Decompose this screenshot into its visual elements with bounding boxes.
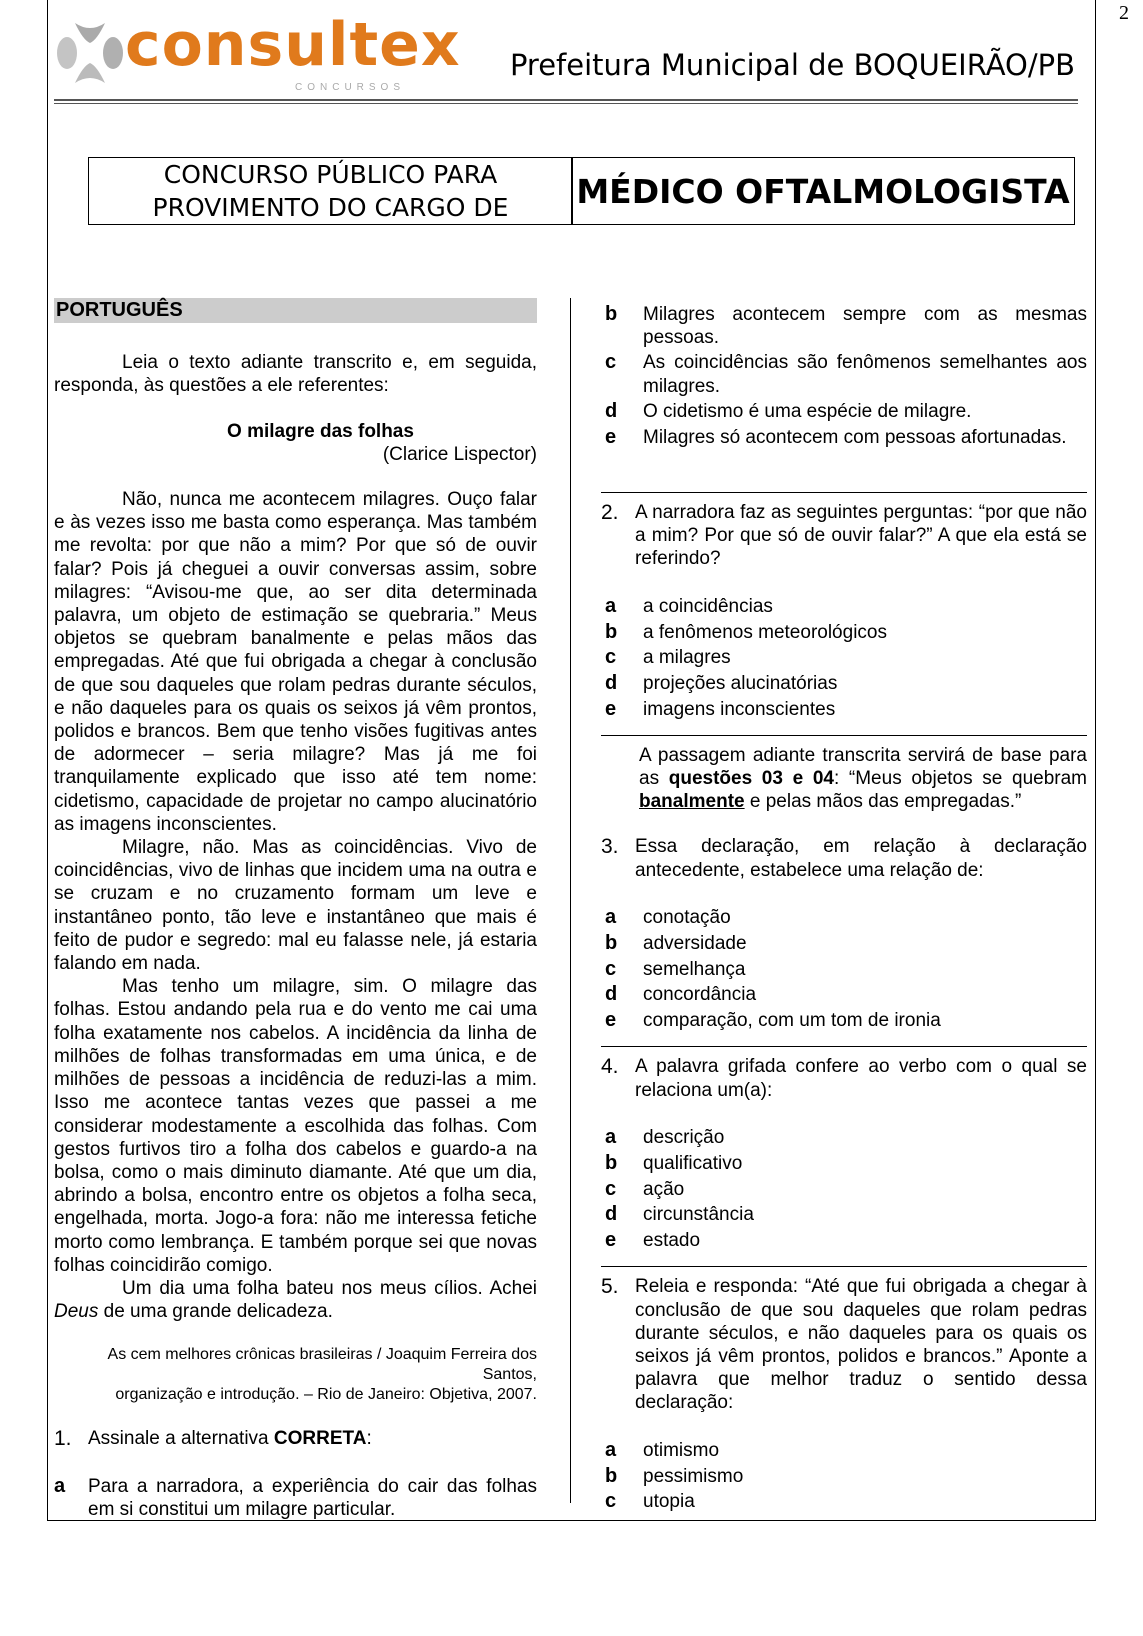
option-3b[interactable]: b adversidade bbox=[605, 932, 747, 955]
option-2b[interactable]: b a fenômenos meteorológicos bbox=[605, 620, 887, 643]
option-1e[interactable]: e Milagres só acontecem com pessoas afortunadas. bbox=[605, 426, 1067, 449]
option-1a[interactable]: a Para a narradora, a experiência do cair das folhas em si constitui um milagre particular. bbox=[54, 1475, 537, 1521]
section-heading: PORTUGUÊS bbox=[54, 298, 537, 323]
header-rule bbox=[54, 99, 1078, 101]
column-divider bbox=[570, 298, 571, 1503]
option-1d[interactable]: d O cidetismo é uma espécie de milagre. bbox=[605, 400, 972, 423]
logo-subtext: CONCURSOS bbox=[295, 82, 406, 93]
banner-line: CONCURSO PÚBLICO PARA bbox=[163, 160, 498, 189]
divider bbox=[601, 1266, 1087, 1267]
divider bbox=[601, 492, 1087, 493]
text-author: (Clarice Lispector) bbox=[382, 443, 537, 465]
paragraph: Milagre, não. Mas as coincidências. Vivo de coincidências, vivo de linhas que incidem uma na outra e se cruzam e no cruzamento formam um leve e instantâneo ponto, tão leve e instantâneo que mais é feito de pudor e segredo: mal eu falasse nele, já estaria falando em nada. bbox=[54, 837, 537, 975]
option-5b[interactable]: b pessimismo bbox=[605, 1464, 744, 1487]
option-3d[interactable]: d concordância bbox=[605, 983, 757, 1006]
paragraph: Mas tenho um milagre, sim. O milagre das folhas. Estou andando pela rua e do vento me cai uma folha exatamente nos cabelos. A incidência da linha de milhões de folhas transformadas em uma única, e de milhões de pessoas a incidência de reduzi-las a mim. Isso me acontece tantas vezes que passei a me considerar modestamente a escolhida das folhas. Com gestos furtivos tiro a folha dos cabelos e guardo-a na bolsa, como o mais diminuto diamante. Até que um dia, abrindo a bolsa, encontro entre os objetos a folha seca, engelhada, morta. Jogo-a fora: não me interessa fetiche morto como lembrança. E também porque sei que novas folhas coincidirão comigo. bbox=[54, 976, 537, 1276]
banner-cargo: MÉDICO OFTALMOLOGISTA bbox=[571, 157, 1075, 225]
citation: As cem melhores crônicas brasileiras / Joaquim Ferreira dos Santos, organização e introdução. – Rio de Janeiro: Objetiva, 2007. bbox=[107, 1346, 537, 1404]
option-4e[interactable]: e estado bbox=[605, 1229, 701, 1252]
question-2: 2. A narradora faz as seguintes perguntas: “por que não a mim? Por que só de ouvir falar?” A que ela está se referindo? bbox=[601, 500, 1087, 570]
option-2e[interactable]: e imagens inconscientes bbox=[605, 697, 836, 720]
paragraph: Um dia uma folha bateu nos meus cílios. Achei Deus de uma grande delicadeza. bbox=[54, 1277, 537, 1323]
preamble: A passagem adiante transcrita servirá de base para as questões 03 e 04: “Meus objetos se quebram banalmente e pelas mãos das empregadas.” bbox=[639, 744, 1087, 813]
consultex-logo bbox=[55, 10, 461, 98]
option-2a[interactable]: a a coincidências bbox=[605, 594, 773, 617]
option-4a[interactable]: a descrição bbox=[605, 1126, 725, 1149]
option-4d[interactable]: d circunstância bbox=[605, 1203, 754, 1226]
option-3c[interactable]: c semelhança bbox=[605, 957, 746, 980]
option-3e[interactable]: e comparação, com um tom de ironia bbox=[605, 1009, 941, 1032]
question-5: 5. Releia e responda: “Até que fui obrigada a chegar à conclusão de que sou daqueles que rolam pedras durante séculos, e não daqueles para os quais os seixos já vêm prontos, polidos e brancos.” Aponte a palavra que melhor traduz o sentido dessa declaração: bbox=[601, 1275, 1087, 1414]
option-1c[interactable]: c As coincidências são fenômenos semelhantes aos milagres. bbox=[605, 351, 1087, 397]
paragraph: Não, nunca me acontecem milagres. Ouço falar e às vezes isso me basta como esperança. Mas também me revolta: por que não a mim? Por que só de ouvir falar? Pois já cheguei a ouvir conversas assim, sobre milagres: “Avisou-me que, ao ser dita determinada palavra, um objeto de estimação se quebraria.” Meus objetos se quebram banalmente e pelas mãos das empregadas. Até que fui obrigada a chegar à conclusão de que sou daqueles que rolam pedras durante séculos, e não daqueles para os quais os seixos já vêm prontos, polidos e brancos. Bem que tenho visões fugitivas antes de adormecer – seria milagre? Mas já me foi tranquilamente explicado que isso até tem nome: cidetismo, capacidade de projetar no campo alucinatório as imagens inconscientes. bbox=[54, 489, 537, 835]
page-number: 2 bbox=[1119, 2, 1129, 24]
text-title: O milagre das folhas bbox=[227, 420, 414, 442]
logo-text: consultex bbox=[125, 10, 461, 80]
right-column bbox=[601, 300, 1087, 1516]
banner-line: PROVIMENTO DO CARGO DE bbox=[152, 193, 509, 222]
option-4b[interactable]: b qualificativo bbox=[605, 1151, 743, 1174]
option-2c[interactable]: c a milagres bbox=[605, 646, 731, 669]
divider bbox=[601, 1046, 1087, 1047]
option-5a[interactable]: a otimismo bbox=[605, 1439, 720, 1462]
logo-x-icon bbox=[55, 18, 125, 88]
option-2d[interactable]: d projeções alucinatórias bbox=[605, 671, 838, 694]
question-1: 1. Assinale a alternativa CORRETA: bbox=[54, 1427, 372, 1451]
option-3a[interactable]: a conotação bbox=[605, 906, 731, 929]
banner-left bbox=[88, 157, 573, 225]
instruction: Leia o texto adiante transcrito e, em seguida, responda, às questões a ele referentes: bbox=[54, 352, 537, 397]
divider bbox=[601, 735, 1087, 736]
option-4c[interactable]: c ação bbox=[605, 1177, 685, 1200]
option-1b[interactable]: b Milagres acontecem sempre com as mesmas pessoas. bbox=[605, 302, 1087, 348]
question-4: 4. A palavra grifada confere ao verbo com o qual se relaciona um(a): bbox=[601, 1055, 1087, 1101]
left-column bbox=[54, 298, 537, 1524]
header-rule bbox=[54, 103, 1078, 104]
question-3: 3. Essa declaração, em relação à declaração antecedente, estabelece uma relação de: bbox=[601, 835, 1087, 881]
header-title: Prefeitura Municipal de BOQUEIRÃO/PB bbox=[509, 48, 1075, 82]
option-5c[interactable]: c utopia bbox=[605, 1490, 695, 1513]
